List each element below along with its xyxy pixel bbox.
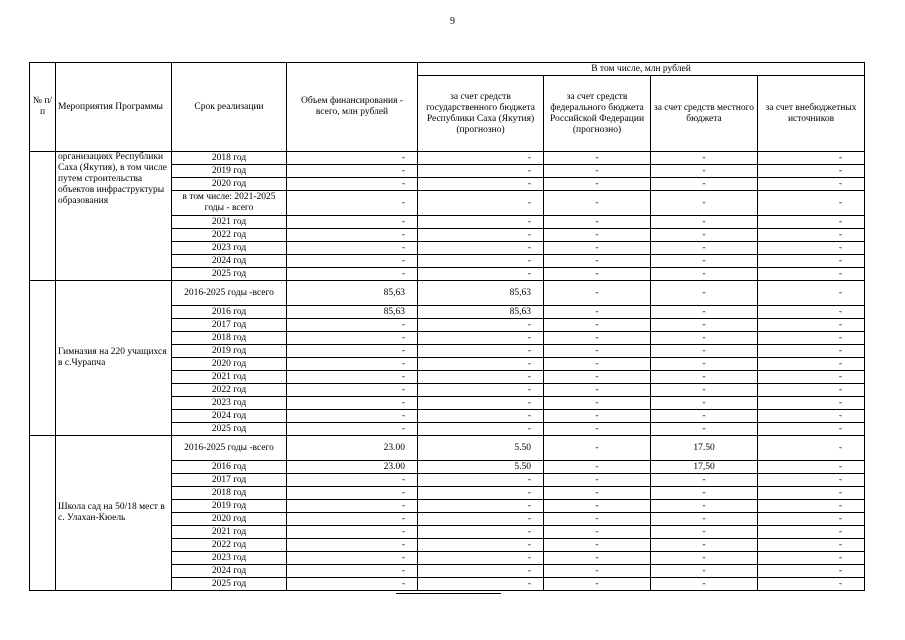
local-budget-cell: -	[651, 474, 758, 487]
extra-budget-cell: -	[758, 565, 865, 578]
total-cell: 23.00	[287, 461, 418, 474]
state-budget-cell: -	[418, 371, 544, 384]
total-cell: -	[287, 474, 418, 487]
extra-budget-cell: -	[758, 229, 865, 242]
period-cell: 2023 год	[172, 552, 287, 565]
local-budget-cell: -	[651, 281, 758, 306]
federal-budget-cell: -	[544, 565, 651, 578]
state-budget-cell: -	[418, 191, 544, 216]
state-budget-cell: -	[418, 552, 544, 565]
state-budget-cell: -	[418, 487, 544, 500]
total-cell: -	[287, 526, 418, 539]
extra-budget-cell: -	[758, 178, 865, 191]
extra-budget-cell: -	[758, 423, 865, 436]
extra-budget-cell: -	[758, 242, 865, 255]
table-row	[30, 152, 865, 165]
total-cell: -	[287, 487, 418, 500]
period-cell: 2023 год	[172, 397, 287, 410]
extra-budget-cell: -	[758, 384, 865, 397]
total-cell: -	[287, 229, 418, 242]
federal-budget-cell: -	[544, 178, 651, 191]
total-cell: -	[287, 410, 418, 423]
state-budget-cell: -	[418, 242, 544, 255]
extra-budget-cell: -	[758, 513, 865, 526]
local-budget-cell: -	[651, 255, 758, 268]
local-budget-cell: -	[651, 319, 758, 332]
local-budget-cell: -	[651, 539, 758, 552]
period-cell: 2021 год	[172, 216, 287, 229]
total-cell: -	[287, 578, 418, 591]
table-body	[30, 152, 865, 591]
header-measures: Мероприятия Программы	[56, 63, 172, 152]
period-cell: 2022 год	[172, 384, 287, 397]
total-cell: -	[287, 500, 418, 513]
period-cell: 2022 год	[172, 229, 287, 242]
federal-budget-cell: -	[544, 281, 651, 306]
total-cell: -	[287, 255, 418, 268]
local-budget-cell: -	[651, 152, 758, 165]
federal-budget-cell: -	[544, 513, 651, 526]
local-budget-cell: -	[651, 487, 758, 500]
table-header	[30, 63, 865, 152]
extra-budget-cell: -	[758, 526, 865, 539]
extra-budget-cell: -	[758, 552, 865, 565]
page-number: 9	[450, 16, 455, 27]
extra-budget-cell: -	[758, 461, 865, 474]
measure-description: организациях Республики Саха (Якутия), в том числе путем строительства объектов инфраструктуры образования	[56, 152, 172, 281]
extra-budget-cell: -	[758, 152, 865, 165]
state-budget-cell: -	[418, 345, 544, 358]
period-cell: 2016-2025 годы -всего	[172, 436, 287, 461]
state-budget-cell: -	[418, 423, 544, 436]
extra-budget-cell: -	[758, 281, 865, 306]
table-row	[30, 281, 865, 306]
federal-budget-cell: -	[544, 165, 651, 178]
period-cell: 2019 год	[172, 165, 287, 178]
total-cell: -	[287, 565, 418, 578]
table-row	[30, 436, 865, 461]
header-period: Срок реализации	[172, 63, 287, 152]
extra-budget-cell: -	[758, 345, 865, 358]
total-cell: -	[287, 397, 418, 410]
local-budget-cell: -	[651, 191, 758, 216]
federal-budget-cell: -	[544, 474, 651, 487]
total-cell: -	[287, 178, 418, 191]
extra-budget-cell: -	[758, 216, 865, 229]
local-budget-cell: -	[651, 552, 758, 565]
header-federal-budget: за счет средств федерального бюджета Российской Федерации (прогнозно)	[544, 76, 651, 152]
local-budget-cell: -	[651, 165, 758, 178]
federal-budget-cell: -	[544, 216, 651, 229]
local-budget-cell: -	[651, 565, 758, 578]
local-budget-cell: -	[651, 526, 758, 539]
total-cell: 85,63	[287, 306, 418, 319]
federal-budget-cell: -	[544, 229, 651, 242]
total-cell: -	[287, 345, 418, 358]
total-cell: -	[287, 216, 418, 229]
total-cell: -	[287, 165, 418, 178]
local-budget-cell: 17,50	[651, 461, 758, 474]
period-cell: 2025 год	[172, 268, 287, 281]
period-cell: 2020 год	[172, 358, 287, 371]
local-budget-cell: -	[651, 306, 758, 319]
extra-budget-cell: -	[758, 255, 865, 268]
total-cell: -	[287, 539, 418, 552]
federal-budget-cell: -	[544, 384, 651, 397]
header-state-budget: за счет средств государственного бюджета Республики Саха (Якутия) (прогнозно)	[418, 76, 544, 152]
period-cell: 2019 год	[172, 345, 287, 358]
federal-budget-cell: -	[544, 358, 651, 371]
extra-budget-cell: -	[758, 578, 865, 591]
period-cell: 2025 год	[172, 578, 287, 591]
period-cell: 2021 год	[172, 526, 287, 539]
federal-budget-cell: -	[544, 423, 651, 436]
state-budget-cell: 85,63	[418, 306, 544, 319]
total-cell: -	[287, 552, 418, 565]
local-budget-cell: 17.50	[651, 436, 758, 461]
total-cell: -	[287, 268, 418, 281]
measure-description: Гимназия на 220 учащихся в с.Чурапча	[56, 281, 172, 436]
local-budget-cell: -	[651, 513, 758, 526]
financing-table	[29, 62, 865, 591]
extra-budget-cell: -	[758, 397, 865, 410]
state-budget-cell: -	[418, 500, 544, 513]
federal-budget-cell: -	[544, 268, 651, 281]
row-number-cell	[30, 436, 56, 591]
local-budget-cell: -	[651, 500, 758, 513]
federal-budget-cell: -	[544, 526, 651, 539]
local-budget-cell: -	[651, 332, 758, 345]
total-cell: 23.00	[287, 436, 418, 461]
state-budget-cell: -	[418, 513, 544, 526]
local-budget-cell: -	[651, 268, 758, 281]
total-cell: -	[287, 371, 418, 384]
state-budget-cell: 5.50	[418, 461, 544, 474]
federal-budget-cell: -	[544, 191, 651, 216]
header-num: № п/п	[30, 63, 56, 152]
extra-budget-cell: -	[758, 500, 865, 513]
state-budget-cell: -	[418, 268, 544, 281]
local-budget-cell: -	[651, 410, 758, 423]
federal-budget-cell: -	[544, 152, 651, 165]
extra-budget-cell: -	[758, 191, 865, 216]
federal-budget-cell: -	[544, 500, 651, 513]
period-cell: 2024 год	[172, 255, 287, 268]
local-budget-cell: -	[651, 345, 758, 358]
federal-budget-cell: -	[544, 319, 651, 332]
period-cell: 2016 год	[172, 461, 287, 474]
total-cell: -	[287, 384, 418, 397]
state-budget-cell: -	[418, 358, 544, 371]
period-cell: 2024 год	[172, 565, 287, 578]
period-cell: 2018 год	[172, 152, 287, 165]
local-budget-cell: -	[651, 371, 758, 384]
period-cell: 2018 год	[172, 487, 287, 500]
extra-budget-cell: -	[758, 268, 865, 281]
local-budget-cell: -	[651, 384, 758, 397]
federal-budget-cell: -	[544, 345, 651, 358]
state-budget-cell: -	[418, 178, 544, 191]
state-budget-cell: -	[418, 474, 544, 487]
federal-budget-cell: -	[544, 487, 651, 500]
federal-budget-cell: -	[544, 306, 651, 319]
extra-budget-cell: -	[758, 410, 865, 423]
federal-budget-cell: -	[544, 371, 651, 384]
extra-budget-cell: -	[758, 371, 865, 384]
state-budget-cell: 5.50	[418, 436, 544, 461]
federal-budget-cell: -	[544, 436, 651, 461]
total-cell: -	[287, 332, 418, 345]
federal-budget-cell: -	[544, 552, 651, 565]
state-budget-cell: 85,63	[418, 281, 544, 306]
total-cell: 85,63	[287, 281, 418, 306]
total-cell: -	[287, 242, 418, 255]
header-extra-budget: за счет внебюджетных источников	[758, 76, 865, 152]
federal-budget-cell: -	[544, 255, 651, 268]
state-budget-cell: -	[418, 410, 544, 423]
period-cell: 2025 год	[172, 423, 287, 436]
header-incl: В том числе, млн рублей	[418, 63, 865, 76]
period-cell: 2023 год	[172, 242, 287, 255]
state-budget-cell: -	[418, 539, 544, 552]
local-budget-cell: -	[651, 216, 758, 229]
period-cell: 2022 год	[172, 539, 287, 552]
period-cell: 2020 год	[172, 513, 287, 526]
period-cell: 2020 год	[172, 178, 287, 191]
row-number-cell	[30, 281, 56, 436]
local-budget-cell: -	[651, 397, 758, 410]
state-budget-cell: -	[418, 255, 544, 268]
federal-budget-cell: -	[544, 332, 651, 345]
total-cell: -	[287, 319, 418, 332]
extra-budget-cell: -	[758, 306, 865, 319]
state-budget-cell: -	[418, 397, 544, 410]
state-budget-cell: -	[418, 319, 544, 332]
total-cell: -	[287, 152, 418, 165]
federal-budget-cell: -	[544, 578, 651, 591]
local-budget-cell: -	[651, 229, 758, 242]
header-local-budget: за счет средств местного бюджета	[651, 76, 758, 152]
federal-budget-cell: -	[544, 410, 651, 423]
extra-budget-cell: -	[758, 358, 865, 371]
extra-budget-cell: -	[758, 319, 865, 332]
header-volume: Объем финансирования - всего, млн рублей	[287, 63, 418, 152]
state-budget-cell: -	[418, 216, 544, 229]
local-budget-cell: -	[651, 242, 758, 255]
extra-budget-cell: -	[758, 487, 865, 500]
period-cell: 2024 год	[172, 410, 287, 423]
extra-budget-cell: -	[758, 474, 865, 487]
footnote-divider	[396, 593, 501, 594]
period-cell: 2019 год	[172, 500, 287, 513]
total-cell: -	[287, 423, 418, 436]
period-cell: 2017 год	[172, 319, 287, 332]
row-number-cell	[30, 152, 56, 281]
local-budget-cell: -	[651, 423, 758, 436]
local-budget-cell: -	[651, 358, 758, 371]
state-budget-cell: -	[418, 229, 544, 242]
federal-budget-cell: -	[544, 397, 651, 410]
period-cell: 2016-2025 годы -всего	[172, 281, 287, 306]
total-cell: -	[287, 191, 418, 216]
total-cell: -	[287, 513, 418, 526]
extra-budget-cell: -	[758, 436, 865, 461]
period-cell: в том числе: 2021-2025 годы - всего	[172, 191, 287, 216]
federal-budget-cell: -	[544, 539, 651, 552]
federal-budget-cell: -	[544, 242, 651, 255]
state-budget-cell: -	[418, 565, 544, 578]
period-cell: 2018 год	[172, 332, 287, 345]
period-cell: 2017 год	[172, 474, 287, 487]
state-budget-cell: -	[418, 165, 544, 178]
federal-budget-cell: -	[544, 461, 651, 474]
total-cell: -	[287, 358, 418, 371]
state-budget-cell: -	[418, 384, 544, 397]
local-budget-cell: -	[651, 578, 758, 591]
period-cell: 2016 год	[172, 306, 287, 319]
state-budget-cell: -	[418, 332, 544, 345]
state-budget-cell: -	[418, 526, 544, 539]
state-budget-cell: -	[418, 578, 544, 591]
local-budget-cell: -	[651, 178, 758, 191]
period-cell: 2021 год	[172, 371, 287, 384]
measure-description: Школа сад на 50/18 мест в с. Улахан-Кюель	[56, 436, 172, 591]
extra-budget-cell: -	[758, 332, 865, 345]
state-budget-cell: -	[418, 152, 544, 165]
extra-budget-cell: -	[758, 165, 865, 178]
extra-budget-cell: -	[758, 539, 865, 552]
